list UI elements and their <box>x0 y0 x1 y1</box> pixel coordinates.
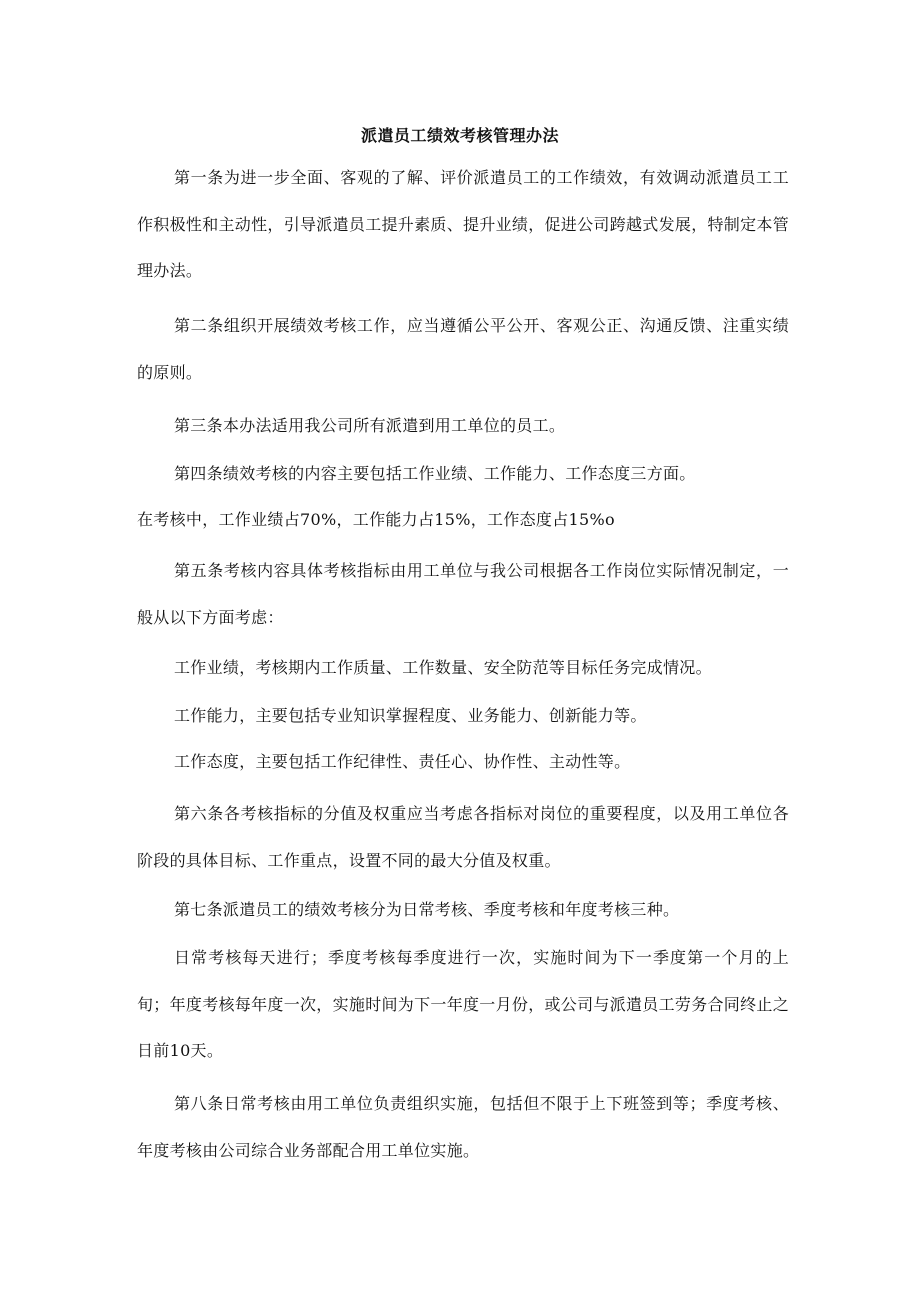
work-ability-paragraph: 工作能力，主要包括专业知识掌握程度、业务能力、创新能力等。 <box>174 706 647 725</box>
document-title: 派遣员工绩效考核管理办法 <box>360 126 559 145</box>
work-performance-paragraph: 工作业绩，考核期内工作质量、工作数量、安全防范等目标任务完成情况。 <box>174 658 712 677</box>
article-3-paragraph: 第三条本办法适用我公司所有派遣到用工单位的员工。 <box>174 416 566 435</box>
article-5-paragraph: 第五条考核内容具体考核指标由用工单位与我公司根据各工作岗位实际情况制定，一般从以下方面考虑： <box>137 561 789 627</box>
article-1-paragraph: 第一条为进一步全面、客观的了解、评价派遣员工的工作绩效，有效调动派遣员工工作积极性和主动性，引导派遣员工提升素质、提升业绩，促进公司跨越式发展，特制定本管理办法。 <box>137 168 790 280</box>
article-2-paragraph: 第二条组织开展绩效考核工作，应当遵循公平公开、客观公正、沟通反馈、注重实绩的原则。 <box>137 316 789 382</box>
weighting-paragraph: 在考核中，工作业绩占70%，工作能力占15%，工作态度占15%o <box>137 510 615 529</box>
article-6-paragraph: 第六条各考核指标的分值及权重应当考虑各指标对岗位的重要程度，以及用工单位各阶段的具体目标、工作重点，设置不同的最大分值及权重。 <box>137 804 789 870</box>
article-8-paragraph: 第八条日常考核由用工单位负责组织实施，包括但不限于上下班签到等；季度考核、年度考核由公司综合业务部配合用工单位实施。 <box>137 1094 789 1160</box>
article-4-paragraph: 第四条绩效考核的内容主要包括工作业绩、工作能力、工作态度三方面。 <box>174 464 696 483</box>
work-attitude-paragraph: 工作态度，主要包括工作纪律性、责任心、协作性、主动性等。 <box>174 752 631 771</box>
article-7-paragraph: 第七条派遣员工的绩效考核分为日常考核、季度考核和年度考核三种。 <box>174 900 680 919</box>
assessment-schedule-paragraph: 日常考核每天进行；季度考核每季度进行一次，实施时间为下一季度第一个月的上旬；年度考核每年度一次，实施时间为下一年度一月份，或公司与派遣员工劳务合同终止之日前10天。 <box>137 948 790 1060</box>
